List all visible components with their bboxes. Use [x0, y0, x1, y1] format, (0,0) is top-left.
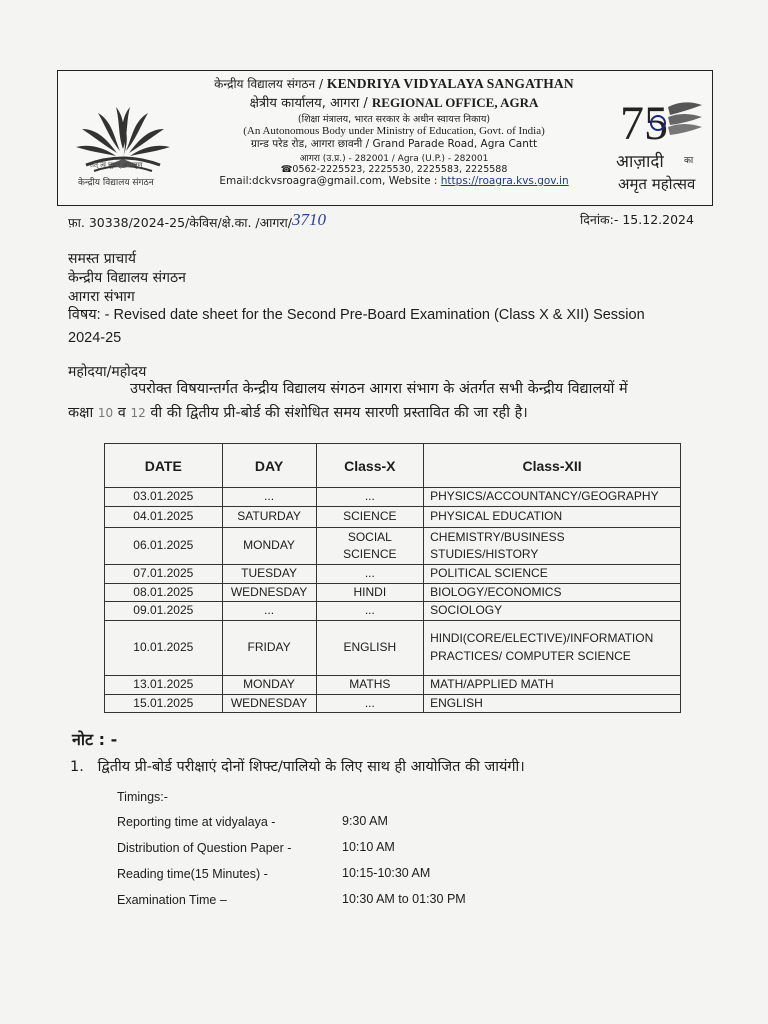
body-text-b: व — [113, 405, 131, 421]
body-text-a: कक्षा — [68, 405, 98, 421]
cell-day: FRIDAY — [222, 620, 316, 675]
timing-value: 10:10 AM — [342, 840, 395, 854]
header-day: DAY — [222, 444, 316, 488]
logo-motto: तत् त्वं पूषन् अपावृणु — [90, 161, 143, 169]
subject-text-cont: 2024-25 — [68, 330, 122, 346]
cell-day: MONDAY — [222, 528, 316, 565]
body-line1: उपरोक्त विषयान्तर्गत केन्द्रीय विद्यालय संगठन आगरा संभाग के अंतर्गत सभी केन्द्रीय विद्यालयों में — [130, 381, 628, 397]
cell-day: TUESDAY — [222, 565, 316, 584]
table-row — [105, 583, 681, 602]
note-heading: नोट : - — [72, 730, 118, 749]
cell-day: MONDAY — [222, 675, 316, 694]
date-label: दिनांक:- — [580, 212, 619, 227]
azadi-line2: अमृत महोत्सव — [618, 175, 696, 193]
cell-day: SATURDAY — [222, 507, 316, 528]
date-sheet-table — [104, 443, 681, 713]
subject-text: Revised date sheet for the Second Pre-Board Examination (Class X & XII) Session — [113, 307, 645, 323]
table-row — [105, 507, 681, 528]
ministry-english: (An Autonomous Body under Ministry of Education, Govt. of India) — [243, 125, 545, 137]
cell-class-xii: HINDI(CORE/ELECTIVE)/INFORMATION PRACTICES/ COMPUTER SCIENCE — [424, 620, 681, 675]
cell-class-xii: SOCIOLOGY — [424, 602, 681, 621]
cell-class-x: ... — [316, 694, 424, 713]
pincode: आगरा (उ.प्र.) - 282001 / Agra (U.P.) - 282001 — [299, 154, 489, 164]
header-class-x: Class-X — [316, 444, 424, 488]
azadi-ka: का — [684, 156, 694, 166]
cell-date: 09.01.2025 — [105, 602, 223, 621]
cell-class-xii: BIOLOGY/ECONOMICS — [424, 583, 681, 602]
cell-date: 07.01.2025 — [105, 565, 223, 584]
addressee-line1: समस्त प्राचार्य — [68, 251, 136, 267]
cell-class-x: MATHS — [316, 675, 424, 694]
header-date: DATE — [105, 444, 223, 488]
table-row — [105, 528, 681, 565]
note-item-text: द्वितीय प्री-बोर्ड परीक्षाएं दोनों शिफ्ट/पालियो के लिए साथ ही आयोजित की जायंगी। — [97, 759, 525, 775]
cell-day: WEDNESDAY — [222, 694, 316, 713]
cell-class-x: ENGLISH — [316, 620, 424, 675]
cell-class-xii: PHYSICAL EDUCATION — [424, 507, 681, 528]
cell-date: 08.01.2025 — [105, 583, 223, 602]
cell-class-x: ... — [316, 602, 424, 621]
handwritten-number: 3710 — [292, 210, 326, 229]
cell-class-x: SOCIAL SCIENCE — [316, 528, 424, 565]
subject-label: विषय: - — [68, 307, 110, 323]
note-item-number: 1. — [70, 759, 84, 775]
office-hindi: क्षेत्रीय कार्यालय, आगरा / — [249, 96, 368, 111]
cell-class-xii: ENGLISH — [424, 694, 681, 713]
address: ग्रान्ड परेड रोड, आगरा छावनी / Grand Parade Road, Agra Cantt — [250, 138, 538, 150]
cell-day: ... — [222, 488, 316, 507]
ministry-hindi: (शिक्षा मंत्रालय, भारत सरकार के अधीन स्वायत्त निकाय) — [297, 114, 491, 125]
timing-label: Reporting time at vidyalaya - — [117, 815, 276, 829]
azadi-number: 75 — [620, 97, 668, 150]
letter-date — [580, 211, 694, 228]
cell-date: 10.01.2025 — [105, 620, 223, 675]
cell-date: 04.01.2025 — [105, 507, 223, 528]
addressee-line3: आगरा संभाग — [68, 289, 135, 305]
cell-date: 15.01.2025 — [105, 694, 223, 713]
logo-caption: केन्द्रीय विद्यालय संगठन — [78, 178, 154, 188]
letterhead — [57, 70, 713, 206]
azadi-line1: आज़ादी — [616, 152, 664, 172]
office-english: REGIONAL OFFICE, AGRA — [371, 95, 539, 110]
file-reference — [68, 212, 326, 232]
table-row — [105, 694, 681, 713]
cell-class-x: ... — [316, 565, 424, 584]
table-row — [105, 565, 681, 584]
table-header-row — [105, 444, 681, 488]
timing-label: Reading time(15 Minutes) - — [117, 867, 268, 881]
timing-value: 9:30 AM — [342, 814, 388, 828]
cell-day: ... — [222, 602, 316, 621]
cell-class-xii: CHEMISTRY/BUSINESS STUDIES/HISTORY — [424, 528, 681, 565]
file-number: फ़ा. 30338/2024-25/केविस/क्षे.का. /आगरा/ — [68, 215, 292, 230]
addressee-line2: केन्द्रीय विद्यालय संगठन — [68, 270, 186, 286]
cell-class-x: HINDI — [316, 583, 424, 602]
table-row — [105, 488, 681, 507]
email-line: Email:dckvsroagra@gmail.com, Website : — [219, 175, 441, 187]
salutation: महोदया/महोदय — [68, 364, 147, 380]
table-row — [105, 620, 681, 675]
phone-numbers: ☎0562-2225523, 2225530, 2225583, 2225588 — [280, 164, 508, 175]
org-english: KENDRIYA VIDYALAYA SANGATHAN — [326, 76, 574, 91]
cell-class-xii: PHYSICS/ACCOUNTANCY/GEOGRAPHY — [424, 488, 681, 507]
class-10: 10 — [97, 406, 114, 420]
body-text-c: वी की द्वितीय प्री-बोर्ड की संशोधित समय सारणी प्रस्तावित की जा रही है। — [145, 405, 528, 421]
note-item-1 — [70, 756, 525, 776]
timing-value: 10:15-10:30 AM — [342, 866, 431, 880]
cell-class-x: SCIENCE — [316, 507, 424, 528]
table-row — [105, 675, 681, 694]
class-12: 12 — [130, 406, 146, 420]
website-link[interactable]: https://roagra.kvs.gov.in — [440, 175, 569, 187]
letterhead-text — [184, 75, 604, 187]
cell-date: 06.01.2025 — [105, 528, 223, 565]
cell-class-xii: POLITICAL SCIENCE — [424, 565, 681, 584]
table-row — [105, 602, 681, 621]
timings-heading: Timings:- — [117, 790, 168, 804]
body-line2 — [68, 402, 528, 422]
timing-value: 10:30 AM to 01:30 PM — [342, 892, 466, 906]
cell-date: 13.01.2025 — [105, 675, 223, 694]
timing-label: Distribution of Question Paper - — [117, 841, 292, 855]
azadi-ka-amrit-mahotsav-logo-icon — [614, 85, 708, 195]
date-value: 15.12.2024 — [622, 212, 694, 227]
header-class-xii: Class-XII — [424, 444, 681, 488]
cell-class-x: ... — [316, 488, 424, 507]
cell-date: 03.01.2025 — [105, 488, 223, 507]
cell-class-xii: MATH/APPLIED MATH — [424, 675, 681, 694]
timing-label: Examination Time – — [117, 893, 227, 907]
cell-day: WEDNESDAY — [222, 583, 316, 602]
subject-line — [68, 304, 645, 324]
org-hindi: केन्द्रीय विद्यालय संगठन / — [214, 77, 324, 91]
